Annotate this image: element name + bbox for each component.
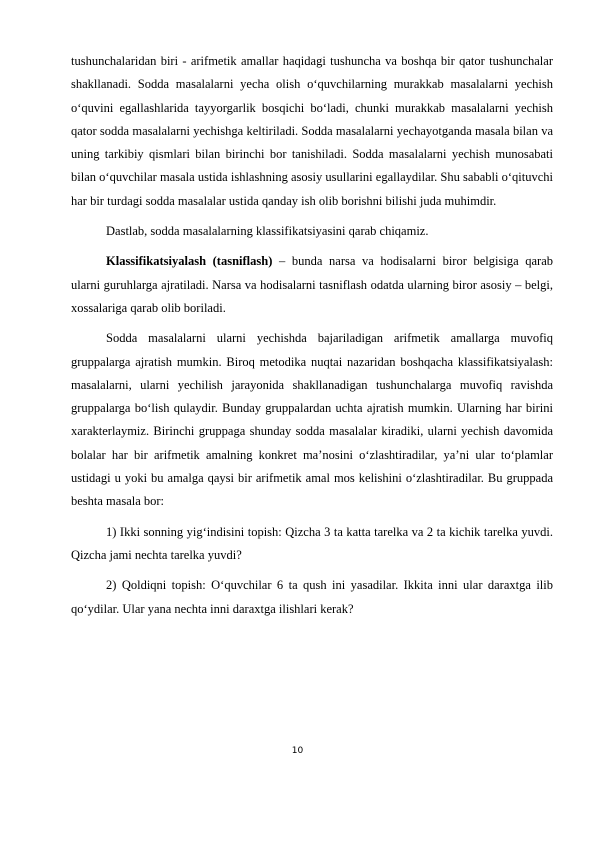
paragraph-definition bbox=[71, 250, 553, 320]
paragraph-groups: Sodda masalalarni ularni yechishda bajariladigan arifmetik amallarga muvofiq gruppalarga ajratish mumkin. Biroq metodika nuqtai nazaridan boshqacha klassifikatsiyalash: masalalarni, ularni yechilish jarayonida shakllanadigan tushunchalarga muvofiq ravishda gruppalarga bo‘lish qulaydir. Bunday gruppalardan uchta ajratish mumkin. Ularning har birini xarakterlaymiz. Birinchi gruppaga shunday sodda masalalar kiradiki, ularni yechish davomida bolalar har bir arifmetik amalning konkret ma’nosini o‘zlashtiradilar, ya’ni ular to‘plamlar ustidagi u yoki bu amalga qaysi bir arifmetik amal mos kelishini o‘zlashtiradilar. Bu gruppada beshta masala bor: bbox=[71, 331, 553, 509]
definition-term: Klassifikatsiyalash (tasniflash) bbox=[106, 254, 273, 269]
paragraph-intro: tushunchalaridan biri - arifmetik amallar haqidagi tushuncha va boshqa bir qator tushunchalar shakllanadi. Sodda masalalarni yecha olish o‘quvchilarning murakkab masalalarni yechish o‘quvini egallashlarida tayyorgarlik bosqichi bo‘ladi, chunki murakkab masalalarni yechish qator sodda masalalarni yechishga keltiriladi. Sodda masalalarni yechayotganda masala bilan va uning tarkibiy qismlari bilan birinchi bor tanishiladi. Sodda masalalarni yechish munosabati bilan o‘quvchilar masala ustida ishlashning asosiy usullarini egallaydilar. Shu sababli o‘qituvchi har bir turdagi sodda masalalar ustida qanday ish olib borishni bilishi juda muhimdir. bbox=[71, 54, 553, 208]
paragraph-example-2: 2) Qoldiqni topish: O‘quvchilar 6 ta qush ini yasadilar. Ikkita inni ular daraxtga ilib qo‘ydilar. Ular yana nechta inni daraxtga ilishlari kerak? bbox=[71, 578, 553, 616]
paragraph-example-1: 1) Ikki sonning yig‘indisini topish: Qizcha 3 ta katta tarelka va 2 ta kichik tarelka yuvdi. Qizcha jami nechta tarelka yuvdi? bbox=[71, 524, 553, 562]
paragraph-classification-lead: Dastlab, sodda masalalarning klassifikatsiyasini qarab chiqamiz. bbox=[106, 224, 429, 239]
definition-text: – bunda narsa va hodisalarni biror belgisiga qarab ularni guruhlarga ajratiladi. Narsa va hodisalarni tasniflash odatda ularning biror asosiy – belgi, xossalariga qarab olib boriladi. bbox=[71, 254, 553, 315]
page-number: 10 bbox=[291, 746, 304, 756]
page-body bbox=[71, 50, 553, 628]
